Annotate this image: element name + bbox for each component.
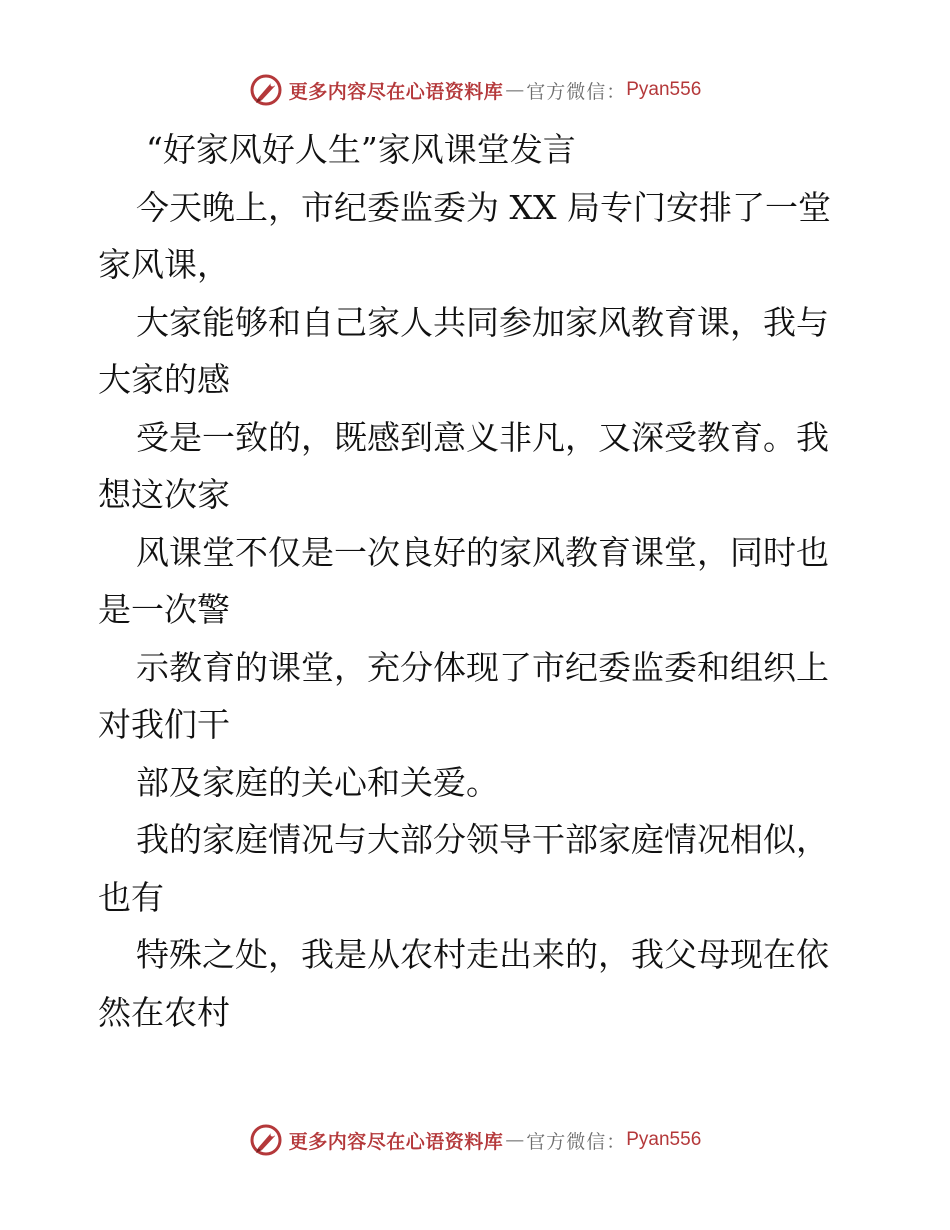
banner-main-text: 更多内容尽在心语资料库 — [288, 1130, 504, 1153]
pen-logo-icon — [249, 1123, 283, 1157]
banner-wechat-id: Pyan556 — [626, 79, 702, 100]
text-line: 也有 — [98, 877, 164, 917]
document-body — [98, 121, 868, 1041]
document-title: “好家风好人生”家风课堂发言 — [146, 130, 576, 169]
banner-text — [289, 77, 702, 104]
text-line: 部及家庭的关心和关爱。 — [136, 762, 499, 802]
text-line: 风课堂不仅是一次良好的家风教育课堂，同时也 — [136, 532, 829, 572]
text-line: 大家能够和自己家人共同参加家风教育课，我与 — [136, 302, 829, 342]
text-line: 今天晚上，市纪委监委为 XX 局专门安排了一堂 — [136, 187, 831, 227]
banner-wechat-label: 官方微信： — [526, 80, 627, 103]
footer-banner — [0, 1120, 950, 1160]
text-line: 对我们干 — [98, 705, 230, 744]
text-line: 家风课， — [98, 245, 230, 284]
text-line: 我的家庭情况与大部分领导干部家庭情况相似， — [136, 820, 829, 859]
text-line: 受是一致的，既感到意义非凡，又深受教育。我 — [136, 417, 829, 457]
text-line: 然在农村 — [98, 992, 230, 1032]
text-line: 特殊之处，我是从农村走出来的，我父母现在依 — [136, 935, 829, 974]
banner-text — [289, 1127, 702, 1154]
text-line: 想这次家 — [98, 475, 230, 514]
banner-wechat-label: 官方微信： — [526, 1130, 627, 1153]
banner-wechat-id: Pyan556 — [626, 1129, 702, 1150]
banner-dash: — — [505, 79, 525, 101]
pen-logo-icon — [249, 73, 283, 107]
header-banner — [0, 70, 950, 110]
text-line: 大家的感 — [98, 360, 230, 399]
banner-dash: — — [505, 1129, 525, 1151]
text-line: 是一次警 — [98, 590, 230, 629]
text-line: 示教育的课堂，充分体现了市纪委监委和组织上 — [136, 647, 829, 687]
banner-main-text: 更多内容尽在心语资料库 — [288, 80, 504, 103]
